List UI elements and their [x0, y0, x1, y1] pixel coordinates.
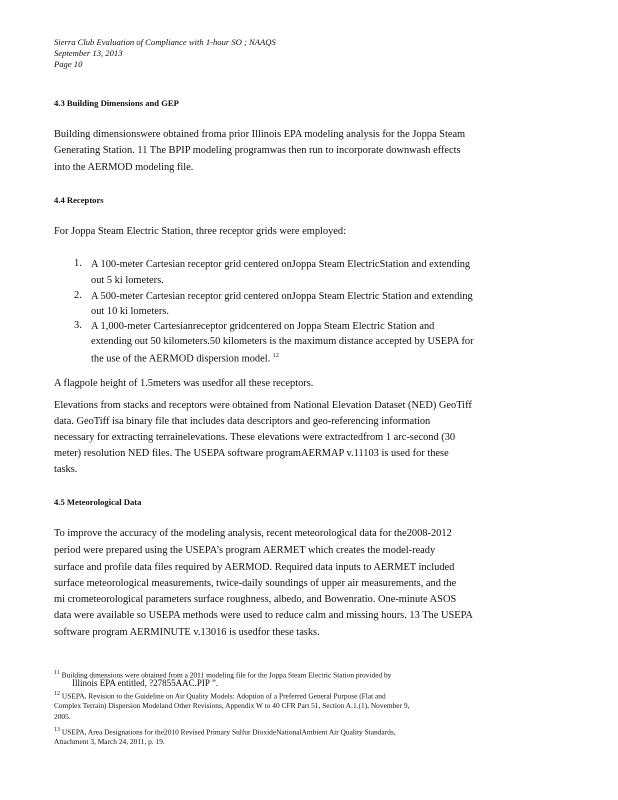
footnote-12-cont: 2005.: [54, 712, 71, 721]
list-item-line: out 5 ki lometers.: [91, 275, 164, 286]
paragraph-line: Building dimensionswere obtained froma prior Illinois EPA modeling analysis for the Joppa Steam: [54, 129, 466, 140]
paragraph-line: For Joppa Steam Electric Station, three receptor grids were employed:: [54, 226, 346, 237]
list-item-line: A 500-meter Cartesian receptor grid centered onJoppa Steam Electric Station and extending: [91, 291, 473, 302]
list-item-line: extending out 50 kilometers.50 kilometers is the maximum distance accepted by USEPA for: [91, 336, 474, 347]
list-item-number: 1.: [74, 258, 82, 269]
footnote-11-cont: Illinois EPA entitled, ?27855AAC.PIP ”.: [72, 678, 219, 688]
paragraph-line: To improve the accuracy of the modeling analysis, recent meteorological data for the2008-2012: [54, 528, 452, 539]
paragraph-line: data were available so USEPA methods were used to reduce calm and missing hours. 13 The USEPA: [54, 610, 473, 621]
paragraph-line: surface meteorological measurements, twice-daily soundings of upper air measurements, and the: [54, 578, 457, 589]
footnote-13-cont: Attachment 3, March 24, 2011, p. 19.: [54, 737, 165, 746]
section-heading-4-4: 4.4 Receptors: [54, 195, 104, 205]
header-title: Sierra Club Evaluation of Compliance with 1-hour SO ; NAAQS: [54, 37, 276, 47]
footnote-number: 13: [54, 727, 60, 733]
paragraph-line: period were prepared using the USEPA’s program AERMET which creates the model-ready: [54, 545, 436, 556]
section-heading-4-5: 4.5 Meteorological Data: [54, 497, 142, 507]
footnote-text: Building dimensions were obtained from a 2011 modeling file for the Joppa Steam Electric Station provided by: [61, 670, 392, 680]
list-item-number: 3.: [74, 320, 82, 331]
paragraph-line: mi crometeorological parameters surface roughness, albedo, and Bowenratio. One-minute ASOS: [54, 594, 457, 605]
list-item-number: 2.: [74, 290, 82, 301]
list-item-line: A 100-meter Cartesian receptor grid centered onJoppa Steam ElectricStation and extending: [91, 259, 471, 270]
footnote-number: 11: [54, 670, 60, 676]
paragraph-line: tasks.: [54, 464, 78, 475]
header-page-number: Page 10: [54, 59, 83, 69]
paragraph-line: necessary for extracting terrainelevations. These elevations were extractedfrom 1 arc-second (30: [54, 432, 456, 443]
list-item-line: A 1,000-meter Cartesianreceptor gridcentered on Joppa Steam Electric Station and: [91, 321, 435, 332]
section-heading-4-3: 4.3 Building Dimensions and GEP: [54, 98, 179, 108]
paragraph-line: data. GeoTiff isa binary file that includes data descriptors and geo-referencing information: [54, 416, 431, 427]
paragraph-line: A flagpole height of 1.5meters was usedfor all these receptors.: [54, 378, 314, 389]
paragraph-line: Generating Station. 11 The BPIP modeling programwas then run to incorporate downwash effects: [54, 145, 461, 156]
list-item-line: [91, 350, 279, 365]
footnote-number: 12: [54, 691, 60, 697]
list-item-line: out 10 ki lometers.: [91, 306, 169, 317]
footnote-text: USEPA, Revision to the Guideline on Air Quality Models: Adoption of a Preferred General Purpose (Flat and: [61, 691, 386, 701]
footnote-13: [54, 725, 396, 737]
paragraph-line: into the AERMOD modeling file.: [54, 162, 194, 173]
paragraph-line: surface and profile data files required by AERMOD. Required data inputs to AERMET included: [54, 562, 455, 573]
footnote-12: [54, 689, 386, 701]
list-item-text: the use of the AERMOD dispersion model.: [91, 353, 271, 365]
paragraph-line: software program AERMINUTE v.13016 is usedfor these tasks.: [54, 627, 320, 638]
footnote-text: USEPA, Area Designations for the2010 Revised Primary Sulfur DioxideNationalAmbient Air Quality Standards,: [61, 727, 396, 737]
paragraph-line: meter) resolution NED files. The USEPA software programAERMAP v.11103 is used for these: [54, 448, 449, 459]
footnote-ref-12: 12: [272, 353, 279, 359]
header-date: September 13, 2013: [54, 48, 123, 58]
paragraph-line: Elevations from stacks and receptors were obtained from National Elevation Dataset (NED) GeoTiff: [54, 400, 472, 411]
footnote-12-cont: Complex Terrain) Dispersion Modeland Other Revisions, Appendix W to 40 CFR Part 51, Section A.1.(1), November 9,: [54, 701, 410, 710]
